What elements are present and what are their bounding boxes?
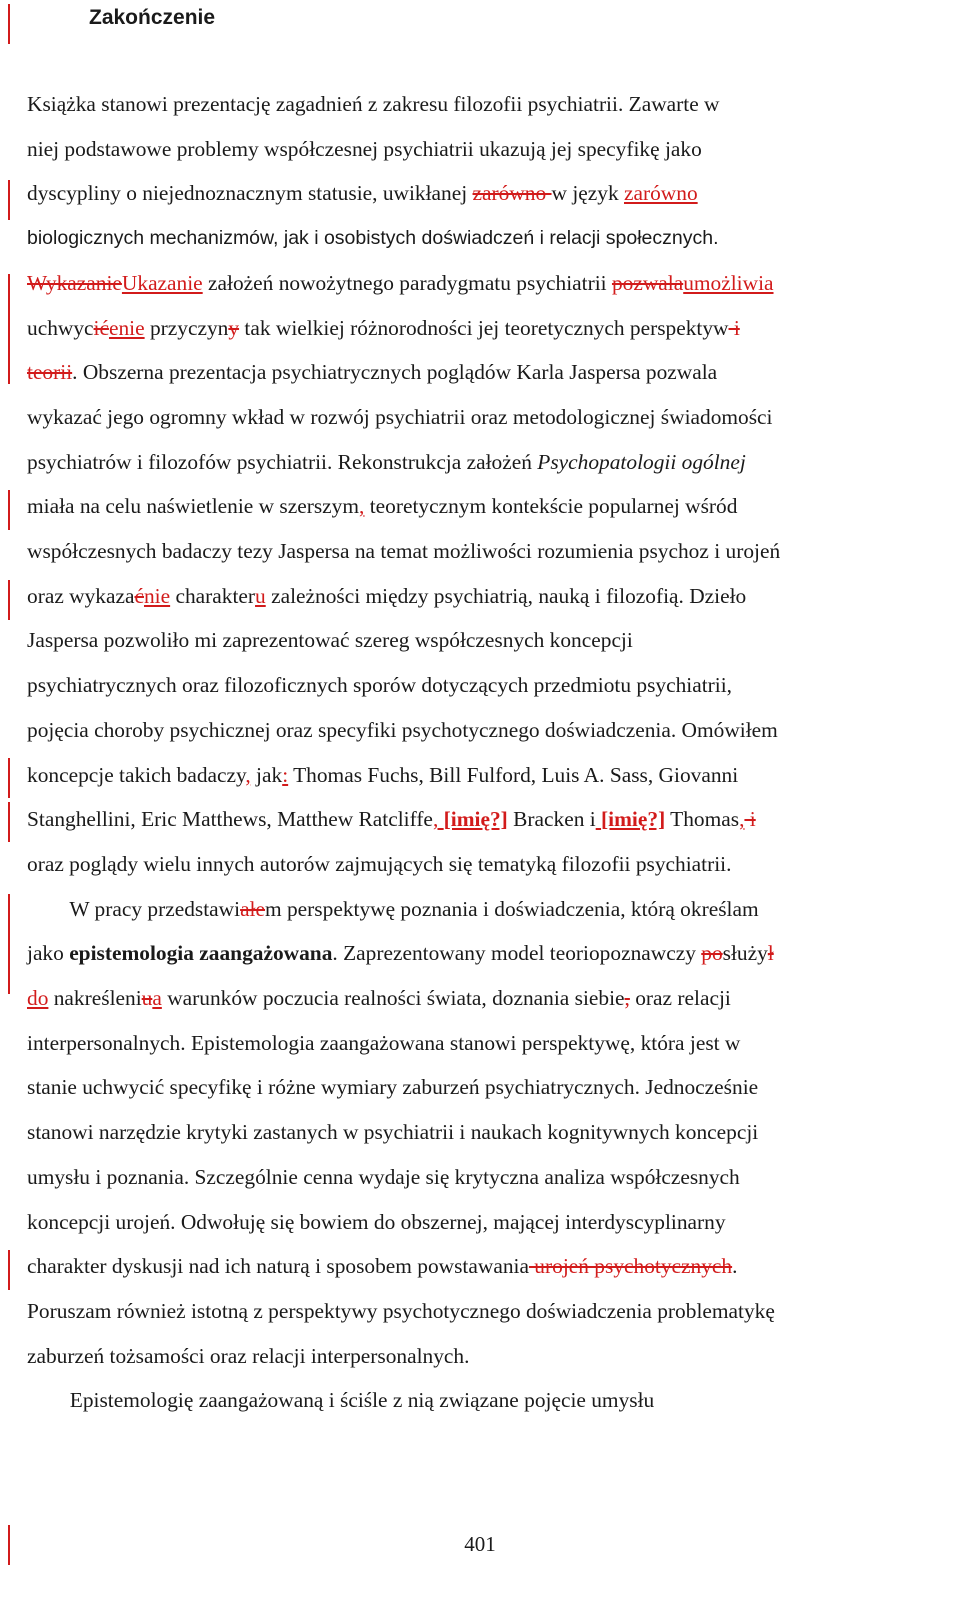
inserted-text: , (245, 762, 251, 787)
text-run: umysłu i poznania. Szczególnie cenna wydaje się krytyczna analiza współczesnych (27, 1164, 740, 1189)
inserted-text: umożliwia (683, 270, 774, 295)
text-run: interpersonalnych. Epistemologia zaangażowana stanowi perspektywę, która jest w (27, 1030, 741, 1055)
deleted-text: Wykazanie (27, 270, 122, 295)
deleted-text: , (624, 986, 630, 1010)
italic-title: Psychopatologii ogólnej (537, 449, 746, 474)
text-line (27, 1252, 737, 1280)
page-number: 401 (464, 1532, 496, 1556)
text-run: dyscypliny o niejednoznacznym statusie, uwikłanej (27, 181, 473, 206)
change-bar (8, 894, 10, 994)
text-run: Poruszam również istotną z perspektywy psychotycznego doświadczenia problematykę (27, 1298, 775, 1323)
text-run: pojęcia choroby psychicznej oraz specyfiki psychotycznego doświadczenia. Omówiłem (27, 717, 778, 742)
deleted-text: ić (93, 315, 109, 340)
text-run: teoretycznym kontekście popularnej wśród (364, 494, 738, 519)
text-run: . Zaprezentowany model teoriopoznawczy (332, 941, 702, 966)
text-run: założeń nowożytnego paradygmatu psychiatrii (202, 270, 612, 295)
text-run: w język (551, 181, 624, 206)
text-run: charakter dyskusji nad ich naturą i sposobem powstawania (27, 1254, 529, 1279)
text-run: Thomas (665, 807, 740, 832)
inserted-text: zarówno (624, 181, 698, 206)
text-line (27, 1073, 758, 1101)
text-run: psychiatrycznych oraz filozoficznych sporów dotyczących przedmiotu psychiatrii, (27, 673, 733, 698)
text-line (27, 850, 731, 878)
text-line (27, 179, 698, 207)
inserted-placeholder: [imię?] (443, 807, 508, 832)
text-run: nakreśleni (48, 986, 142, 1010)
text-run: oraz wykaza (27, 583, 135, 608)
inserted-text: a (152, 986, 162, 1010)
text-line (27, 403, 773, 431)
text-line (27, 90, 720, 118)
deleted-text: ć (134, 583, 144, 608)
text-run: zaburzeń tożsamości oraz relacji interpersonalnych. (27, 1343, 470, 1368)
inserted-text: , (739, 807, 745, 832)
deleted-text: ł (767, 941, 774, 966)
text-run: Thomas Fuchs, Bill Fulford, Luis A. Sass, Giovanni (288, 762, 739, 787)
text-run: wykazać jego ogromny wkład w rozwój psychiatrii oraz metodologicznej świadomości (27, 404, 773, 429)
text-run: Epistemologię zaangażowaną i ściśle z nią związane pojęcie umysłu (27, 1388, 655, 1413)
text-line (27, 984, 731, 1012)
text-line (27, 269, 774, 297)
text-run: . Obszerna prezentacja psychiatrycznych poglądów Karla Jaspersa pozwala (72, 360, 718, 385)
text-line (27, 1386, 654, 1414)
change-bar (8, 4, 10, 44)
change-bar (8, 274, 10, 384)
inserted-text: do (27, 986, 49, 1010)
change-bar (8, 490, 10, 530)
text-run: tak wielkiej różnorodności jej teoretycznych perspektyw (239, 315, 729, 340)
change-bar (8, 802, 10, 842)
text-run: koncepcji urojeń. Odwołuję się bowiem do obszernej, mającej interdyscyplinarny (27, 1209, 726, 1234)
deleted-text: ałe (240, 896, 265, 921)
text-run: jak (250, 762, 283, 787)
text-line (27, 1342, 469, 1370)
text-run: oraz poglądy wielu innych autorów zajmujących się tematyką filozofii psychiatrii. (27, 851, 732, 876)
text-run: Książka stanowi prezentację zagadnień z zakresu filozofii psychiatrii. Zawarte w (27, 92, 720, 116)
text-line (27, 492, 737, 520)
inserted-text: enie (108, 315, 145, 340)
change-bar (8, 180, 10, 220)
inserted-text: : (282, 762, 289, 787)
inserted-text: u (255, 583, 266, 608)
deleted-text: pozwala (611, 270, 684, 295)
text-line (27, 939, 774, 967)
text-line (27, 537, 780, 565)
text-run: przyczyn (144, 315, 229, 340)
text-run: koncepcje takich badaczy (27, 762, 246, 787)
text-run: służy (722, 941, 768, 966)
text-run: Stanghellini, Eric Matthews, Matthew Ratcliffe (27, 807, 433, 832)
change-bar (8, 758, 10, 798)
text-line (27, 224, 719, 252)
text-line (27, 314, 740, 342)
text-line (27, 1208, 726, 1236)
deleted-text: teorii (27, 360, 73, 385)
text-run: . (732, 1254, 738, 1279)
text-line (27, 582, 746, 610)
text-run: stanowi narzędzie krytyki zastanych w psychiatrii i naukach kognitywnych koncepcji (27, 1120, 759, 1145)
inserted-placeholder: [imię?] (601, 807, 666, 832)
text-run: oraz relacji (629, 986, 731, 1010)
text-line (27, 358, 717, 386)
text-line (27, 895, 759, 923)
text-run: niej podstawowe problemy współczesnej psychiatrii ukazują jej specyfikę jako (27, 136, 702, 161)
text-line (27, 135, 702, 163)
deleted-text: y (228, 315, 240, 340)
text-run: charakter (170, 583, 256, 608)
deleted-text: urojeń psychotycznych (528, 1254, 733, 1279)
text-run: m perspektywę poznania i doświadczenia, którą określam (265, 896, 759, 921)
deleted-text: i (728, 315, 740, 340)
text-run: Jaspersa pozwoliło mi zaprezentować szereg współczesnych koncepcji (27, 628, 633, 653)
text-line (27, 716, 778, 744)
deleted-text: po (701, 941, 723, 966)
text-line (27, 1118, 758, 1146)
deleted-text: i (744, 807, 756, 832)
text-run: miała na celu naświetlenie w szerszym (27, 494, 360, 519)
text-line (27, 448, 746, 476)
text-run: psychiatrów i filozofów psychiatrii. Rekonstrukcja założeń (27, 449, 538, 474)
text-run: warunków poczucia realności świata, doznania siebie (161, 986, 625, 1010)
deleted-text: zarówno (472, 181, 552, 206)
inserted-text: nie (143, 583, 171, 608)
chapter-heading: Zakończenie (89, 6, 216, 29)
text-run: współczesnych badaczy tezy Jaspersa na temat możliwości rozumienia psychoz i urojeń (27, 539, 781, 563)
change-bar (8, 1250, 10, 1290)
text-line (27, 671, 732, 699)
text-run: Bracken i (507, 807, 596, 832)
text-line (27, 805, 756, 833)
text-run: W pracy przedstawi (27, 896, 241, 921)
text-run: stanie uchwycić specyfikę i różne wymiary zaburzeń psychiatrycznych. Jednocześnie (27, 1075, 759, 1100)
text-line (27, 1297, 775, 1325)
bold-term: epistemologia zaangażowana (69, 941, 333, 966)
deleted-text: u (141, 986, 153, 1010)
text-run: biologicznych mechanizmów, jak i osobistych doświadczeń i relacji społecznych. (27, 227, 719, 250)
text-run: zależności między psychiatrią, nauką i filozofią. Dzieło (265, 583, 747, 608)
change-bar (8, 580, 10, 620)
text-line (27, 1163, 740, 1191)
text-line (27, 1029, 740, 1057)
text-line (27, 626, 633, 654)
text-line (27, 761, 738, 789)
inserted-text: Ukazanie (121, 270, 203, 295)
text-run: uchwyc (27, 315, 94, 340)
text-run: jako (27, 941, 70, 966)
inserted-text: , (432, 807, 444, 832)
inserted-text: , (359, 494, 365, 519)
